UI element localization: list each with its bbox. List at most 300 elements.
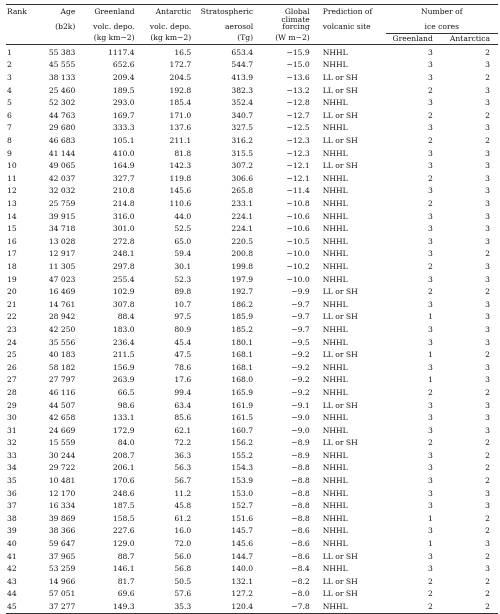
cell-cores-antarctica: 3 <box>485 60 490 70</box>
cell-strato-aerosol: 168.1 <box>231 350 254 360</box>
cell-strato-aerosol: 199.8 <box>231 261 254 271</box>
cell-cores-greenland: 3 <box>427 161 433 171</box>
cell-rank: 17 <box>7 249 17 259</box>
cell-rank: 6 <box>7 110 12 120</box>
cell-rank: 28 <box>7 387 17 397</box>
cell-cores-greenland: 3 <box>427 526 433 536</box>
cell-rank: 20 <box>7 287 17 297</box>
cell-antarctic-depo: 56.3 <box>174 463 192 473</box>
cell-forcing: −9.0 <box>291 425 310 435</box>
cell-age: 15 559 <box>48 438 76 448</box>
cell-strato-aerosol: 152.7 <box>231 501 254 511</box>
table-row <box>6 424 498 437</box>
cell-cores-greenland: 3 <box>427 236 433 246</box>
cell-age: 29 680 <box>48 123 76 133</box>
cell-cores-antarctica: 2 <box>485 287 490 297</box>
cell-age: 29 722 <box>48 463 76 473</box>
cell-rank: 30 <box>7 413 17 423</box>
cell-age: 49 065 <box>48 161 76 171</box>
cell-cores-antarctica: 2 <box>485 463 490 473</box>
cell-greenland-depo: 129.0 <box>112 539 135 549</box>
cell-greenland-depo: 410.0 <box>112 148 135 158</box>
cell-rank: 26 <box>7 362 17 372</box>
cell-rank: 32 <box>7 438 17 448</box>
cell-cores-greenland: 3 <box>427 551 433 561</box>
cell-rank: 19 <box>7 274 17 284</box>
cell-antarctic-depo: 59.4 <box>174 249 192 259</box>
cell-age: 28 942 <box>48 312 76 322</box>
cell-cores-antarctica: 2 <box>485 589 490 599</box>
cell-strato-aerosol: 145.6 <box>231 539 254 549</box>
cell-rank: 14 <box>7 211 17 221</box>
cell-prediction: NHHL <box>322 47 348 57</box>
cell-antarctic-depo: 81.8 <box>174 148 192 158</box>
cell-cores-antarctica: 3 <box>485 413 490 423</box>
table-row <box>6 336 498 349</box>
cell-cores-greenland: 2 <box>427 261 433 271</box>
cell-strato-aerosol: 200.8 <box>231 249 254 259</box>
cell-greenland-depo: 88.4 <box>117 312 135 322</box>
cell-prediction: NHHL <box>322 337 348 347</box>
cell-strato-aerosol: 413.9 <box>231 73 254 83</box>
cell-greenland-depo: 236.4 <box>112 337 135 347</box>
cell-prediction: NHHL <box>322 224 348 234</box>
cell-cores-greenland: 3 <box>427 450 433 460</box>
cell-strato-aerosol: 340.7 <box>231 110 254 120</box>
header-greenland: Greenland <box>94 7 135 16</box>
cell-rank: 27 <box>7 375 17 385</box>
cell-strato-aerosol: 132.1 <box>231 576 254 586</box>
cell-greenland-depo: 146.1 <box>112 564 135 574</box>
cell-forcing: −12.1 <box>286 173 310 183</box>
cell-strato-aerosol: 224.1 <box>231 211 254 221</box>
cell-rank: 33 <box>7 450 17 460</box>
header-age: Age <box>60 7 76 16</box>
cell-cores-greenland: 3 <box>427 337 433 347</box>
cell-cores-antarctica: 3 <box>485 211 490 221</box>
cell-rank: 41 <box>7 551 17 561</box>
cell-antarctic-depo: 44.0 <box>174 211 192 221</box>
cell-prediction: LL or SH <box>322 85 358 95</box>
cell-antarctic-depo: 110.6 <box>169 199 192 208</box>
cell-cores-greenland: 3 <box>427 564 433 574</box>
cell-greenland-depo: 333.3 <box>112 123 135 133</box>
cell-strato-aerosol: 144.7 <box>231 551 254 561</box>
cell-greenland-depo: 255.4 <box>112 274 135 284</box>
cell-greenland-depo: 81.7 <box>117 576 135 586</box>
table-row <box>6 45 498 59</box>
cell-age: 32 032 <box>48 186 76 196</box>
cell-rank: 24 <box>7 337 17 347</box>
cell-rank: 42 <box>7 564 17 574</box>
cell-forcing: −12.8 <box>286 98 310 108</box>
cell-greenland-depo: 211.5 <box>112 350 135 360</box>
cell-cores-antarctica: 3 <box>485 85 490 95</box>
cell-antarctic-depo: 17.6 <box>174 375 192 385</box>
cell-cores-greenland: 2 <box>427 136 433 146</box>
cell-cores-antarctica: 2 <box>485 438 490 448</box>
table-row <box>6 361 498 374</box>
table-header <box>6 5 498 45</box>
table-row <box>6 311 498 324</box>
cell-greenland-depo: 206.1 <box>112 463 135 473</box>
cell-cores-antarctica: 3 <box>485 98 490 108</box>
cell-antarctic-depo: 78.6 <box>174 362 192 372</box>
header-strato-unit: (Tg) <box>237 33 254 43</box>
cell-antarctic-depo: 211.1 <box>169 136 192 146</box>
cell-forcing: −8.6 <box>291 526 310 536</box>
cell-prediction: NHHL <box>322 526 348 536</box>
cell-greenland-depo: 208.7 <box>112 450 135 460</box>
header-cores: Number of <box>421 7 463 16</box>
cell-antarctic-depo: 65.0 <box>174 236 192 246</box>
cell-age: 11 305 <box>48 261 76 271</box>
cell-antarctic-depo: 56.8 <box>174 564 192 574</box>
cell-rank: 29 <box>7 400 17 410</box>
table-row <box>6 437 498 450</box>
header-strato: Stratospheric <box>200 7 254 16</box>
cell-forcing: −8.0 <box>291 589 310 599</box>
cell-cores-antarctica: 2 <box>485 602 490 611</box>
cell-age: 12 170 <box>48 488 76 498</box>
table-row <box>6 588 498 601</box>
cell-cores-greenland: 3 <box>427 73 433 83</box>
cell-age: 55 383 <box>48 47 76 57</box>
cell-greenland-depo: 183.0 <box>112 324 135 334</box>
header-forcing-2: forcing <box>282 22 310 32</box>
header-antarctic: Antarctic <box>155 7 192 16</box>
cell-cores-antarctica: 2 <box>485 350 490 360</box>
cell-prediction: NHHL <box>322 173 348 183</box>
cell-cores-greenland: 3 <box>427 211 433 221</box>
cell-antarctic-depo: 63.4 <box>174 400 192 410</box>
cell-forcing: −9.7 <box>291 324 310 334</box>
cell-prediction: NHHL <box>322 362 348 372</box>
cell-strato-aerosol: 352.4 <box>231 98 254 108</box>
cell-cores-greenland: 3 <box>427 274 433 284</box>
cell-forcing: −9.2 <box>291 387 310 397</box>
cell-rank: 2 <box>7 60 12 70</box>
table-row <box>6 525 498 538</box>
cell-strato-aerosol: 127.2 <box>231 589 254 599</box>
table-row <box>6 223 498 236</box>
cell-cores-antarctica: 2 <box>485 136 490 146</box>
table-row <box>6 374 498 387</box>
cell-prediction: NHHL <box>322 564 348 574</box>
cell-prediction: NHHL <box>322 261 348 271</box>
cell-strato-aerosol: 382.3 <box>231 85 254 95</box>
cell-cores-greenland: 2 <box>427 287 433 297</box>
cell-antarctic-depo: 45.4 <box>174 337 192 347</box>
header-greenland-2: volc. depo. <box>93 22 135 32</box>
cell-cores-greenland: 2 <box>427 173 433 183</box>
header-greenland-unit: (kg km−2) <box>93 33 135 43</box>
cell-rank: 18 <box>7 261 17 271</box>
cell-greenland-depo: 227.6 <box>112 526 135 536</box>
header-prediction-2: volcanic site <box>322 22 371 32</box>
cell-forcing: −9.2 <box>291 375 310 385</box>
table-row <box>6 160 498 173</box>
cell-cores-greenland: 3 <box>427 476 433 486</box>
cell-antarctic-depo: 52.5 <box>174 224 192 234</box>
cell-prediction: LL or SH <box>322 576 358 586</box>
cell-cores-greenland: 3 <box>427 362 433 372</box>
cell-antarctic-depo: 192.8 <box>169 85 192 95</box>
cell-antarctic-depo: 97.5 <box>174 312 192 322</box>
cell-strato-aerosol: 327.5 <box>231 123 254 133</box>
table-row <box>6 575 498 588</box>
table-row <box>6 601 498 614</box>
table-row <box>6 122 498 135</box>
header-prediction: Prediction of <box>322 7 373 16</box>
cell-strato-aerosol: 220.5 <box>231 236 254 246</box>
cell-cores-greenland: 2 <box>427 576 433 586</box>
cell-forcing: −9.9 <box>291 287 310 297</box>
cell-cores-greenland: 3 <box>427 123 433 133</box>
table-row <box>6 286 498 299</box>
cell-greenland-depo: 158.5 <box>112 513 135 523</box>
cell-age: 42 250 <box>48 324 76 334</box>
cell-antarctic-depo: 99.4 <box>174 387 192 397</box>
cell-age: 47 023 <box>48 274 76 284</box>
cell-age: 30 244 <box>48 450 76 460</box>
cell-age: 39 915 <box>48 211 76 221</box>
cell-rank: 10 <box>7 161 17 171</box>
cell-greenland-depo: 149.3 <box>112 602 135 611</box>
cell-strato-aerosol: 544.7 <box>231 60 254 70</box>
cell-rank: 40 <box>7 539 17 549</box>
table-row <box>6 59 498 72</box>
cell-antarctic-depo: 89.8 <box>174 287 192 297</box>
cell-greenland-depo: 248.1 <box>112 249 135 259</box>
cell-forcing: −10.0 <box>286 249 310 259</box>
table-row <box>6 538 498 551</box>
cell-cores-greenland: 3 <box>427 413 433 423</box>
cell-antarctic-depo: 185.4 <box>169 98 192 108</box>
cell-age: 45 555 <box>48 60 76 70</box>
cell-age: 16 334 <box>48 501 76 511</box>
cell-greenland-depo: 1117.4 <box>108 47 135 57</box>
cell-cores-antarctica: 2 <box>485 73 490 83</box>
cell-forcing: −8.8 <box>291 501 310 511</box>
cell-antarctic-depo: 16.0 <box>174 526 192 536</box>
cell-forcing: −12.1 <box>286 161 310 171</box>
cell-rank: 35 <box>7 476 17 486</box>
cell-prediction: NHHL <box>322 199 348 208</box>
cell-antarctic-depo: 57.6 <box>174 589 192 599</box>
cell-greenland-depo: 88.7 <box>117 551 135 561</box>
cell-rank: 15 <box>7 224 17 234</box>
cell-prediction: NHHL <box>322 375 348 385</box>
cell-rank: 34 <box>7 463 17 473</box>
cell-prediction: LL or SH <box>322 73 358 83</box>
cell-rank: 7 <box>7 123 12 133</box>
cell-greenland-depo: 105.1 <box>112 136 135 146</box>
table-row <box>6 84 498 97</box>
cell-age: 46 116 <box>48 387 76 397</box>
table-row <box>6 248 498 261</box>
cell-strato-aerosol: 120.4 <box>231 602 254 611</box>
cell-prediction: LL or SH <box>322 551 358 561</box>
cell-strato-aerosol: 197.9 <box>231 274 254 284</box>
cell-antarctic-depo: 172.7 <box>169 60 192 70</box>
cell-forcing: −12.3 <box>286 136 310 146</box>
table-row <box>6 198 498 211</box>
cell-cores-antarctica: 3 <box>485 312 490 322</box>
table-row <box>6 172 498 185</box>
cell-prediction: NHHL <box>322 602 348 611</box>
cell-forcing: −8.2 <box>291 576 310 586</box>
cell-antarctic-depo: 61.2 <box>174 513 192 523</box>
cell-greenland-depo: 210.8 <box>112 186 135 196</box>
cell-strato-aerosol: 180.1 <box>231 337 254 347</box>
cell-cores-antarctica: 3 <box>485 337 490 347</box>
cell-strato-aerosol: 233.1 <box>231 199 254 208</box>
cell-greenland-depo: 248.6 <box>112 488 135 498</box>
cell-prediction: NHHL <box>322 186 348 196</box>
cell-cores-greenland: 2 <box>427 438 433 448</box>
cell-rank: 3 <box>7 73 12 83</box>
cell-antarctic-depo: 62.1 <box>174 425 192 435</box>
cell-strato-aerosol: 185.2 <box>231 324 254 334</box>
cell-cores-greenland: 3 <box>427 400 433 410</box>
header-cores-antarctica: Antarctica <box>449 33 490 43</box>
cell-age: 37 277 <box>48 602 76 611</box>
cell-forcing: −11.4 <box>286 186 310 196</box>
cell-cores-greenland: 2 <box>427 199 433 208</box>
cell-prediction: LL or SH <box>322 136 358 146</box>
cell-age: 42 037 <box>48 173 76 183</box>
table-row <box>6 97 498 110</box>
cell-cores-antarctica: 2 <box>485 576 490 586</box>
cell-cores-antarctica: 3 <box>485 161 490 171</box>
cell-forcing: −12.7 <box>286 110 310 120</box>
cell-greenland-depo: 156.9 <box>112 362 135 372</box>
cell-antarctic-depo: 204.5 <box>169 73 192 83</box>
cell-forcing: −15.0 <box>286 60 310 70</box>
table-row <box>6 235 498 248</box>
cell-prediction: LL or SH <box>322 350 358 360</box>
cell-prediction: NHHL <box>322 387 348 397</box>
cell-prediction: NHHL <box>322 425 348 435</box>
cell-strato-aerosol: 316.2 <box>231 136 254 146</box>
table-row <box>6 185 498 198</box>
cell-cores-greenland: 2 <box>427 85 433 95</box>
cell-forcing: −10.0 <box>286 274 310 284</box>
cell-cores-antarctica: 3 <box>485 564 490 574</box>
cell-strato-aerosol: 153.0 <box>231 488 254 498</box>
cell-age: 57 051 <box>48 589 76 599</box>
cell-antarctic-depo: 56.0 <box>174 551 192 561</box>
cell-forcing: −10.8 <box>286 199 310 208</box>
eruption-table <box>6 4 498 614</box>
header-strato-2: aerosol <box>225 22 254 32</box>
cell-age: 14 966 <box>48 576 76 586</box>
cell-strato-aerosol: 306.6 <box>231 173 254 183</box>
header-rank: Rank <box>7 7 27 16</box>
table-row <box>6 349 498 362</box>
cell-forcing: −12.5 <box>286 123 310 133</box>
cell-antarctic-depo: 10.7 <box>174 299 192 309</box>
cell-greenland-depo: 189.5 <box>112 85 135 95</box>
table-row <box>6 323 498 336</box>
table-row <box>6 475 498 488</box>
cell-greenland-depo: 66.5 <box>117 387 135 397</box>
cell-strato-aerosol: 153.9 <box>231 476 254 486</box>
cell-prediction: NHHL <box>322 98 348 108</box>
cell-age: 25 759 <box>48 199 76 208</box>
cell-prediction: LL or SH <box>322 400 358 410</box>
cell-age: 16 469 <box>48 287 76 297</box>
cell-greenland-depo: 301.0 <box>112 224 135 234</box>
cell-cores-antarctica: 2 <box>485 110 490 120</box>
cell-strato-aerosol: 154.3 <box>231 463 254 473</box>
cell-age: 27 797 <box>48 375 76 385</box>
cell-forcing: −10.5 <box>286 236 310 246</box>
cell-cores-greenland: 3 <box>427 324 433 334</box>
header-forcing-unit: (W m−2) <box>275 33 310 43</box>
cell-strato-aerosol: 165.9 <box>231 387 254 397</box>
cell-cores-antarctica: 2 <box>485 450 490 460</box>
cell-forcing: −8.8 <box>291 488 310 498</box>
cell-greenland-depo: 170.6 <box>112 476 135 486</box>
cell-forcing: −9.0 <box>291 413 310 423</box>
cell-forcing: −9.2 <box>291 362 310 372</box>
cell-strato-aerosol: 155.2 <box>231 450 254 460</box>
header-age-unit: (b2k) <box>55 22 76 32</box>
cell-antarctic-depo: 30.1 <box>174 261 192 271</box>
cell-cores-greenland: 2 <box>427 602 433 611</box>
table-row <box>6 72 498 85</box>
cell-cores-antarctica: 3 <box>485 375 490 385</box>
cell-forcing: −9.7 <box>291 312 310 322</box>
cell-rank: 5 <box>7 98 12 108</box>
cell-forcing: −10.2 <box>286 261 310 271</box>
cell-cores-antarctica: 2 <box>485 551 490 561</box>
cell-forcing: −8.6 <box>291 551 310 561</box>
cell-strato-aerosol: 140.0 <box>231 564 254 574</box>
cell-forcing: −9.2 <box>291 350 310 360</box>
table-row <box>6 399 498 412</box>
cell-greenland-depo: 98.6 <box>117 400 135 410</box>
cell-rank: 9 <box>7 148 12 158</box>
table-row <box>6 386 498 399</box>
cell-strato-aerosol: 265.8 <box>231 186 254 196</box>
cell-age: 52 302 <box>48 98 76 108</box>
cell-age: 13 028 <box>48 236 76 246</box>
cell-cores-antarctica: 3 <box>485 501 490 511</box>
cell-greenland-depo: 272.8 <box>112 236 135 246</box>
cell-prediction: NHHL <box>322 211 348 221</box>
header-cores-greenland: Greenland <box>392 33 433 43</box>
cell-antarctic-depo: 80.9 <box>174 324 192 334</box>
cell-cores-antarctica: 3 <box>485 425 490 435</box>
header-antarctic-unit: (kg km−2) <box>150 33 192 43</box>
cell-prediction: NHHL <box>322 488 348 498</box>
cell-age: 12 917 <box>48 249 76 259</box>
cell-strato-aerosol: 307.2 <box>231 161 254 171</box>
cell-cores-antarctica: 3 <box>485 539 490 549</box>
cell-cores-greenland: 1 <box>427 513 433 523</box>
cell-forcing: −12.3 <box>286 148 310 158</box>
table-row <box>6 260 498 273</box>
cell-cores-antarctica: 2 <box>485 47 490 57</box>
cell-cores-greenland: 2 <box>427 387 433 397</box>
cell-cores-greenland: 3 <box>427 224 433 234</box>
table-row <box>6 135 498 148</box>
cell-rank: 45 <box>7 602 17 611</box>
cell-rank: 43 <box>7 576 17 586</box>
